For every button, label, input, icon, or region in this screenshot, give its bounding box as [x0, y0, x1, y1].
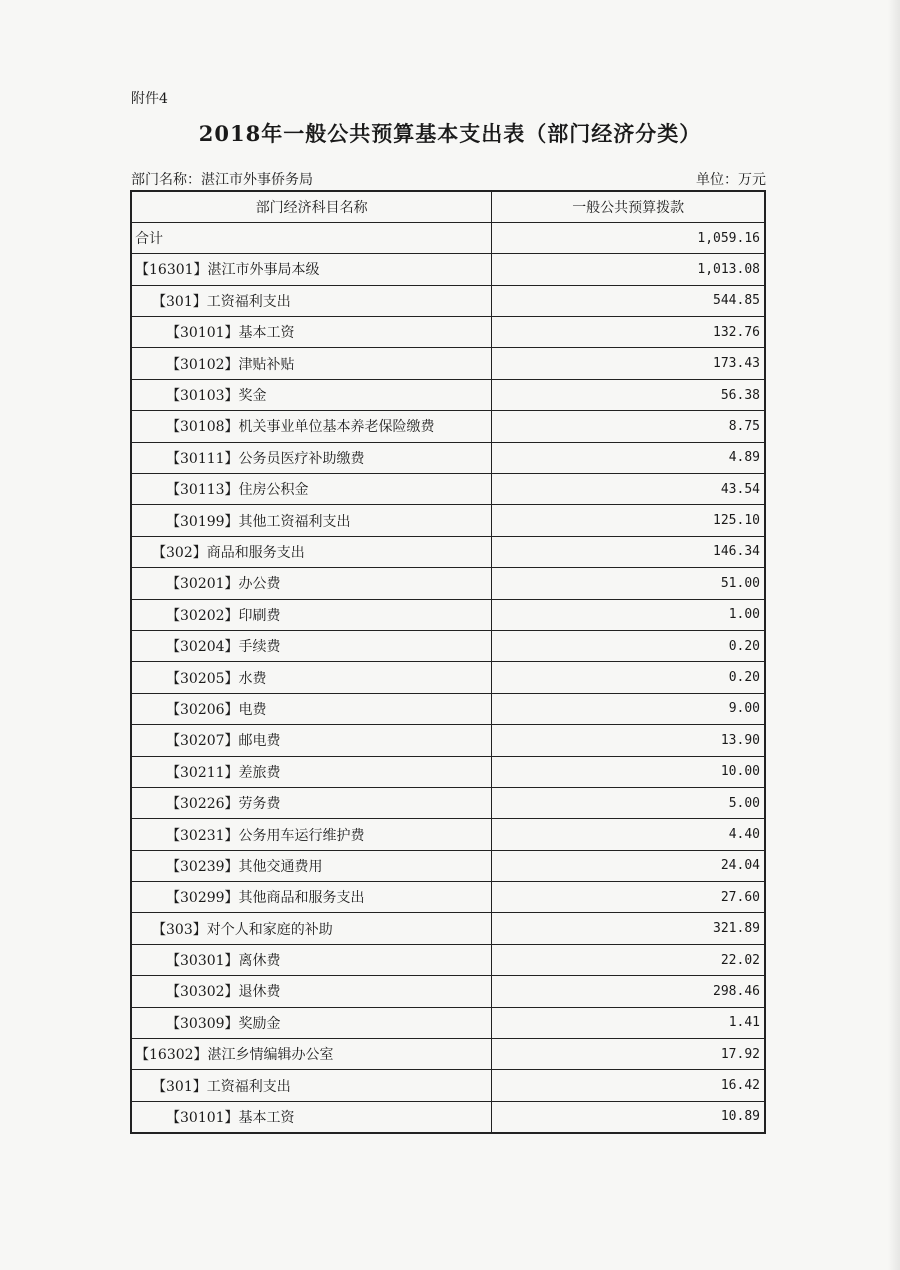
table-row — [131, 317, 765, 348]
page-edge — [888, 0, 900, 1270]
table-row — [131, 1007, 765, 1038]
row-account-name: 【30103】奖金 — [131, 379, 492, 410]
row-account-name: 【30211】差旅费 — [131, 756, 492, 787]
row-account-name: 【30111】公务员医疗补助缴费 — [131, 442, 492, 473]
table-row — [131, 725, 765, 756]
row-account-name: 【30204】手续费 — [131, 630, 492, 661]
attachment-label: 附件4 — [131, 91, 168, 107]
row-account-name: 【30299】其他商品和服务支出 — [131, 882, 492, 913]
table-row — [131, 630, 765, 661]
table-row — [131, 536, 765, 567]
table-row — [131, 254, 765, 285]
row-account-name: 【30207】邮电费 — [131, 725, 492, 756]
row-amount: 125.10 — [492, 505, 765, 536]
row-account-name: 【30302】退休费 — [131, 976, 492, 1007]
table-row — [131, 850, 765, 881]
row-amount: 132.76 — [492, 317, 765, 348]
row-account-name: 【30206】电费 — [131, 693, 492, 724]
row-account-name: 【30205】水费 — [131, 662, 492, 693]
row-amount: 43.54 — [492, 474, 765, 505]
row-amount: 544.85 — [492, 285, 765, 316]
row-amount: 0.20 — [492, 630, 765, 661]
column-header-amount: 一般公共预算拨款 — [492, 191, 765, 222]
table-row — [131, 913, 765, 944]
table-row — [131, 1039, 765, 1070]
table-row — [131, 411, 765, 442]
table-row — [131, 285, 765, 316]
row-account-name: 【16301】湛江市外事局本级 — [131, 254, 492, 285]
budget-table — [130, 190, 766, 1134]
row-account-name: 【30202】印刷费 — [131, 599, 492, 630]
table-row — [131, 756, 765, 787]
table-row — [131, 348, 765, 379]
row-amount: 5.00 — [492, 787, 765, 818]
row-account-name: 【30309】奖励金 — [131, 1007, 492, 1038]
table-row — [131, 222, 765, 253]
row-account-name: 【30113】住房公积金 — [131, 474, 492, 505]
table-row — [131, 1101, 765, 1132]
row-amount: 56.38 — [492, 379, 765, 410]
row-amount: 1.00 — [492, 599, 765, 630]
row-account-name: 【16302】湛江乡情编辑办公室 — [131, 1039, 492, 1070]
table-row — [131, 568, 765, 599]
row-amount: 1,059.16 — [492, 222, 765, 253]
row-account-name: 【30108】机关事业单位基本养老保险缴费 — [131, 411, 492, 442]
row-amount: 24.04 — [492, 850, 765, 881]
row-amount: 1,013.08 — [492, 254, 765, 285]
table-body — [131, 222, 765, 1132]
row-amount: 22.02 — [492, 944, 765, 975]
row-amount: 27.60 — [492, 882, 765, 913]
row-account-name: 【30201】办公费 — [131, 568, 492, 599]
row-amount: 0.20 — [492, 662, 765, 693]
row-amount: 321.89 — [492, 913, 765, 944]
table-row — [131, 442, 765, 473]
row-amount: 51.00 — [492, 568, 765, 599]
row-account-name: 【30101】基本工资 — [131, 1101, 492, 1132]
table-row — [131, 1070, 765, 1101]
row-amount: 10.89 — [492, 1101, 765, 1132]
row-account-name: 【303】对个人和家庭的补助 — [131, 913, 492, 944]
table-row — [131, 474, 765, 505]
row-amount: 16.42 — [492, 1070, 765, 1101]
table-row — [131, 505, 765, 536]
row-amount: 10.00 — [492, 756, 765, 787]
row-amount: 9.00 — [492, 693, 765, 724]
row-amount: 13.90 — [492, 725, 765, 756]
row-amount: 1.41 — [492, 1007, 765, 1038]
row-amount: 298.46 — [492, 976, 765, 1007]
row-amount: 4.40 — [492, 819, 765, 850]
row-amount: 8.75 — [492, 411, 765, 442]
table-row — [131, 882, 765, 913]
row-account-name: 【301】工资福利支出 — [131, 1070, 492, 1101]
row-account-name: 【302】商品和服务支出 — [131, 536, 492, 567]
page-title: 2018年一般公共预算基本支出表（部门经济分类） — [198, 121, 702, 146]
row-account-name: 【30239】其他交通费用 — [131, 850, 492, 881]
table-row — [131, 379, 765, 410]
column-header-name: 部门经济科目名称 — [131, 191, 492, 222]
row-account-name: 【30226】劳务费 — [131, 787, 492, 818]
table-row — [131, 787, 765, 818]
department-name: 部门名称：湛江市外事侨务局 — [131, 172, 313, 188]
table-row — [131, 599, 765, 630]
row-account-name: 【30301】离休费 — [131, 944, 492, 975]
row-amount: 173.43 — [492, 348, 765, 379]
unit-label: 单位：万元 — [696, 172, 766, 188]
table-row — [131, 662, 765, 693]
table-header-row — [131, 191, 765, 222]
table-row — [131, 944, 765, 975]
table-row — [131, 819, 765, 850]
row-account-name: 【30199】其他工资福利支出 — [131, 505, 492, 536]
row-amount: 4.89 — [492, 442, 765, 473]
row-account-name: 合计 — [131, 222, 492, 253]
row-amount: 17.92 — [492, 1039, 765, 1070]
row-amount: 146.34 — [492, 536, 765, 567]
row-account-name: 【30101】基本工资 — [131, 317, 492, 348]
table-row — [131, 976, 765, 1007]
table-row — [131, 693, 765, 724]
row-account-name: 【30102】津贴补贴 — [131, 348, 492, 379]
row-account-name: 【301】工资福利支出 — [131, 285, 492, 316]
row-account-name: 【30231】公务用车运行维护费 — [131, 819, 492, 850]
